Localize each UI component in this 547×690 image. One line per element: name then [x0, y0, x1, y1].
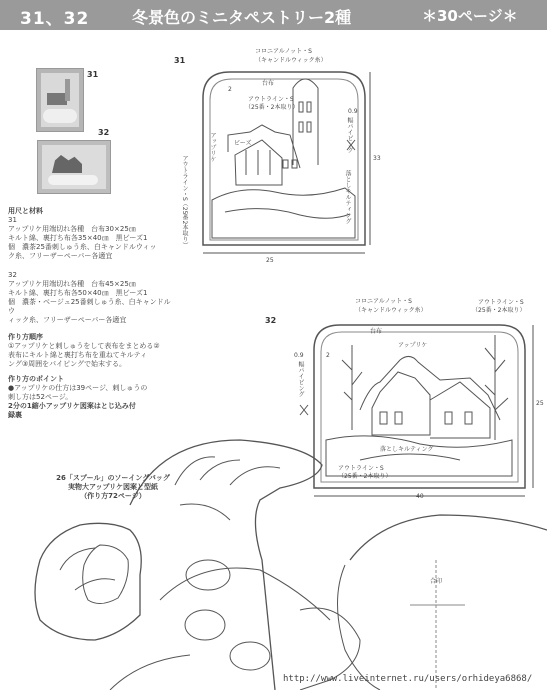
bag-caption-line: 26「スプール」のソーイングバッグ — [56, 474, 170, 482]
header-page-ref: ＊30ページ＊ — [422, 7, 518, 25]
materials-item31-line: アップリケ用端切れ各種 台布30×25㎝ — [8, 225, 136, 233]
steps-line: ①アップリケと刺しゅうをして表布をまとめる② — [8, 342, 160, 350]
diagram32-width: 40 — [416, 493, 424, 500]
diagram31-beads: ビーズ — [234, 140, 252, 147]
diagram32-outline-bottom-sub: （25番・2本取り） — [338, 473, 392, 480]
points-note: 2分の1縮小アップリケ図案はとじ込み付 — [8, 402, 136, 410]
header-number: 31、32 — [20, 9, 90, 29]
points-heading: 作り方のポイント — [8, 375, 64, 383]
diagram32-piping-width: 0.9 — [294, 352, 304, 359]
diagram32-base-cloth: 台布 — [370, 328, 383, 335]
materials-item31-line: 個 濃茶25番刺しゅう糸、白キャンドルウィッ — [8, 243, 157, 251]
diagram32-colonial-knot: コロニアルノット・S — [355, 298, 412, 305]
diagram31-colonial-knot: コロニアルノット・S — [255, 48, 312, 55]
diagram31-drop-quilt: 落としキルティング — [344, 170, 351, 224]
bag-center-label: 合印 — [430, 578, 443, 585]
materials-item32-no: 32 — [8, 271, 17, 279]
materials-item32-line: アップリケ用端切れ各種 台布45×25㎝ — [8, 280, 136, 288]
steps-line: 表布にキルト綿と裏打ち布を重ねてキルティ — [8, 351, 148, 359]
bag-caption-line: 実物大アップリケ図案と型紙 — [67, 483, 159, 491]
diagram31-candlewick: （キャンドルウィック糸） — [255, 57, 327, 64]
diagram32-outline-bottom: アウトライン・S — [338, 465, 384, 472]
materials-item32-line: 個 濃茶・ベージュ25番刺しゅう糸、白キャンドルウ — [8, 298, 171, 315]
materials-item31-line: ク糸、フリーザーペーパー各適宜 — [8, 252, 113, 260]
diagram32-applique: アップリケ — [398, 342, 428, 349]
photo-31-label: 31 — [87, 70, 99, 79]
steps-heading: 作り方順序 — [8, 333, 43, 341]
diagram32-piping: 幅パイピング — [297, 361, 304, 397]
diagram32-label: 32 — [265, 316, 277, 325]
diagram32-height: 25 — [536, 400, 544, 407]
diagram31-piping: 幅パイピング — [346, 117, 353, 153]
materials-item31-line: キルト綿、裏打ち布各35×40㎝ 黒ビーズ1 — [8, 234, 148, 242]
diagram32-drop-quilt: 落としキルティング — [380, 446, 434, 453]
watermark-url: http://www.liveinternet.ru/users/orhideya6868/ — [283, 674, 533, 684]
bag-caption-line: （作り方72ページ） — [80, 492, 146, 500]
diagram31-num2: 2 — [228, 86, 232, 93]
materials-item32-line: キルト綿、裏打ち布各50×40㎝ 黒ビーズ1 — [8, 289, 148, 297]
diagram31-label: 31 — [174, 56, 186, 65]
diagram31-applique: アップリケ — [209, 132, 216, 162]
materials-item32-line: ィック糸、フリーザーペーパー各適宜 — [8, 316, 127, 324]
header-title: 冬景色のミニタペストリー2種 — [132, 8, 352, 27]
bag-caption — [28, 474, 198, 501]
materials-item31-no: 31 — [8, 216, 17, 224]
diagram31-outline-left: アウトライン・S（25番2本取り） — [181, 155, 188, 249]
diagram31-width: 25 — [266, 257, 274, 264]
photo-32-label: 32 — [98, 128, 110, 137]
diagram32-outline-sub: （25番・2本取り） — [472, 307, 526, 314]
points-line: 刺し方は52ページ。 — [8, 393, 73, 401]
diagram32-num2: 2 — [326, 352, 330, 359]
materials-heading: 用尺と材料 — [8, 207, 43, 215]
diagram31-piping-width: 0.9 — [348, 108, 358, 115]
diagram32-outline: アウトライン・S — [478, 299, 524, 306]
diagram32-candlewick: （キャンドルウィック糸） — [355, 307, 427, 314]
diagram31-height: 33 — [373, 155, 381, 162]
steps-line: ング③周囲をパイピングで始末する。 — [8, 360, 126, 368]
points-note2: 録裏 — [8, 411, 22, 419]
diagram31-outline-sub: （25番・2本取り） — [245, 104, 299, 111]
diagram31-outline: アウトライン・S — [248, 96, 294, 103]
diagram31-base-cloth: 台布 — [262, 80, 275, 87]
points-line: ●アップリケの仕方は39ページ、刺しゅうの — [8, 384, 148, 392]
